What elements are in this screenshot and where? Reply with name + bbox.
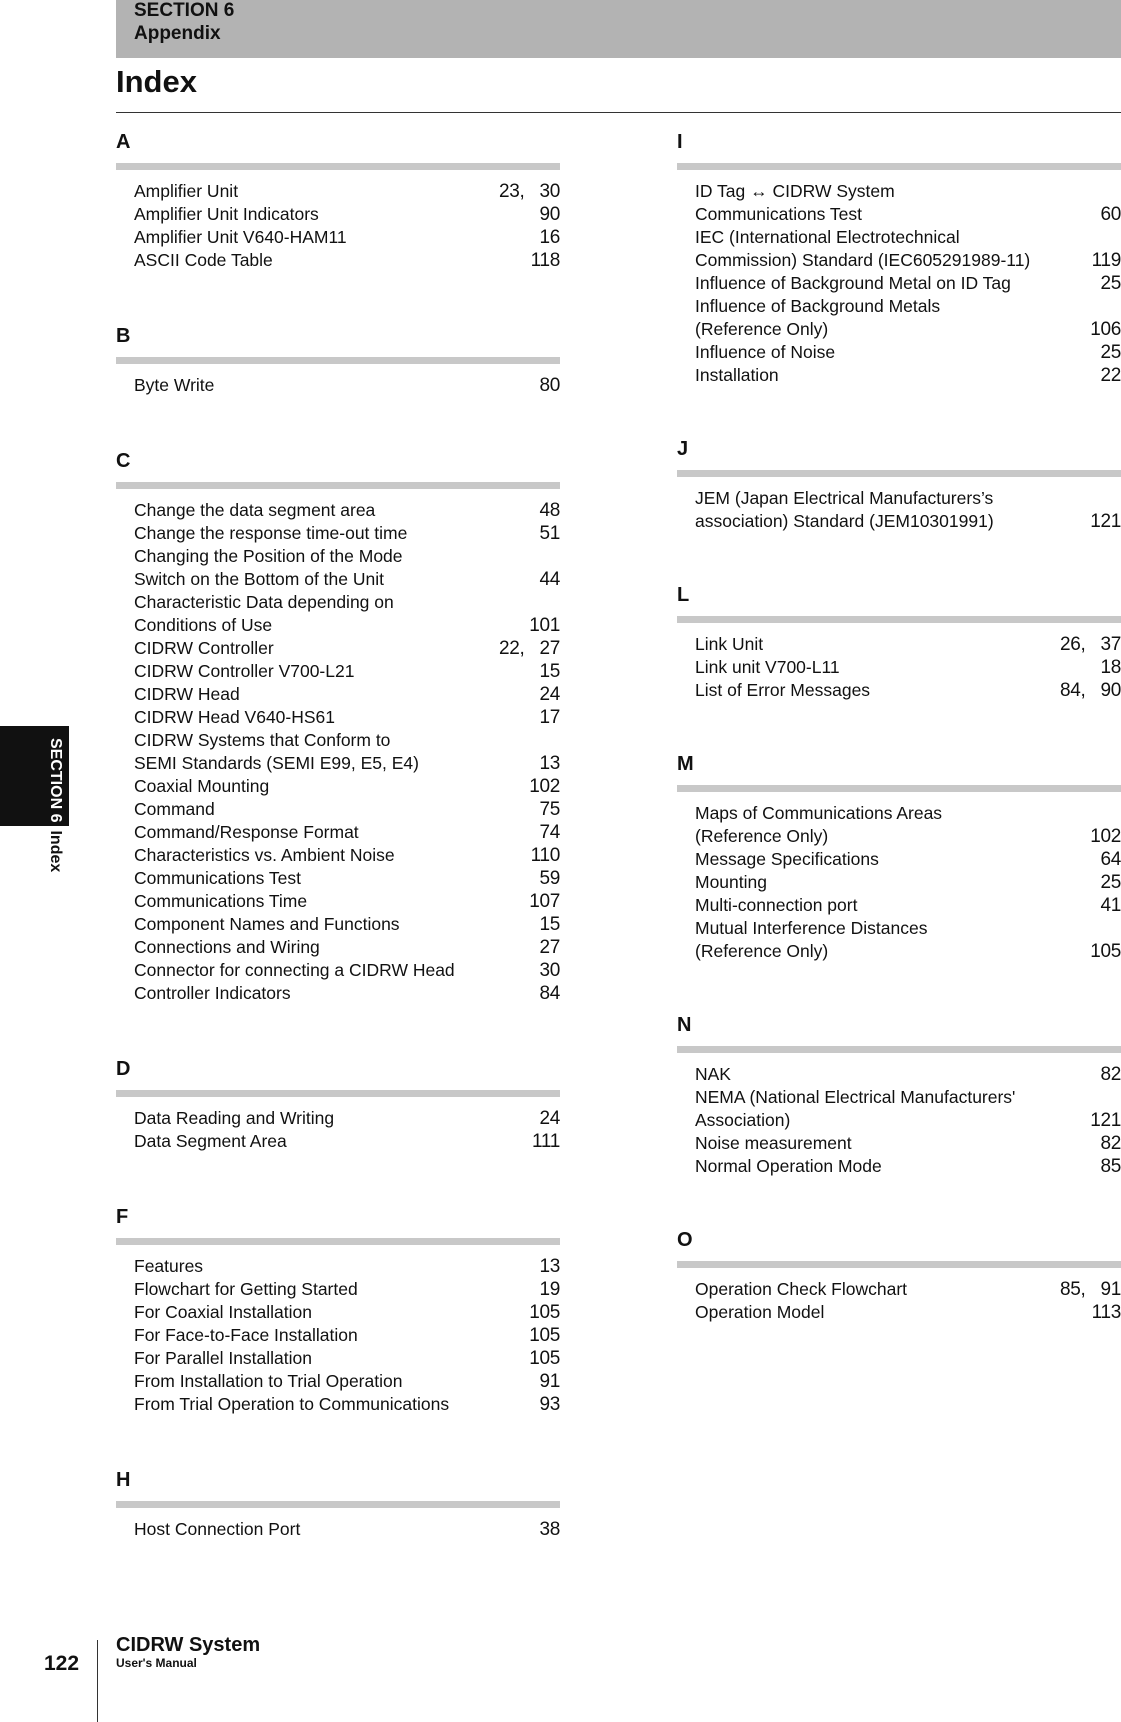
entry-page-number: 84, 90 — [1060, 680, 1121, 701]
entry-page-number: 13 — [539, 1256, 560, 1277]
entry-page-number: 16 — [539, 227, 560, 248]
entry-page-number: 105 — [529, 1325, 560, 1346]
entry-text: association) Standard (JEM10301991) — [695, 511, 994, 531]
index-entry — [116, 545, 560, 568]
entry-text: Change the data segment area — [134, 500, 376, 520]
entry-page-number: 59 — [539, 868, 560, 889]
section-header-bar — [116, 0, 1121, 58]
entry-text: Link Unit — [695, 634, 764, 654]
title-divider — [116, 112, 1121, 113]
index-entry — [116, 249, 560, 272]
index-section-a — [116, 128, 560, 272]
index-entry — [677, 940, 1121, 963]
entry-text: Communications Test — [695, 204, 862, 224]
entry-text: SEMI Standards (SEMI E99, E5, E4) — [134, 753, 419, 773]
index-entry — [116, 982, 560, 1005]
entry-text: Communications Test — [134, 868, 301, 888]
entry-page-number: 22 — [1100, 365, 1121, 386]
index-entry — [677, 679, 1121, 702]
section-letter: F — [116, 1206, 129, 1228]
page-title: Index — [116, 64, 197, 99]
section-divider — [677, 1261, 1121, 1268]
index-entry — [116, 637, 560, 660]
index-entry — [116, 1347, 560, 1370]
entry-page-number: 110 — [530, 845, 560, 866]
entry-page-number: 64 — [1100, 849, 1121, 870]
entry-page-number: 113 — [1091, 1302, 1121, 1323]
section-letter: J — [677, 438, 689, 460]
section-divider — [116, 1090, 560, 1097]
index-entry — [677, 1109, 1121, 1132]
index-section-b — [116, 322, 560, 397]
index-entry — [677, 1301, 1121, 1324]
index-entry — [116, 1518, 560, 1541]
entry-page-number: 93 — [539, 1394, 560, 1415]
entry-text: (Reference Only) — [695, 826, 829, 846]
entry-text: Byte Write — [134, 375, 215, 395]
side-tab-label — [45, 738, 65, 872]
index-entry — [116, 374, 560, 397]
section-letter: H — [116, 1469, 131, 1491]
entry-page-number: 121 — [1090, 1110, 1121, 1131]
entry-text: ASCII Code Table — [134, 250, 273, 270]
entry-text: Coaxial Mounting — [134, 776, 270, 796]
index-entry — [116, 1370, 560, 1393]
index-entry — [116, 1301, 560, 1324]
entry-text: Link unit V700-L11 — [695, 657, 840, 677]
index-section-c — [116, 447, 560, 1005]
entry-page-number: 18 — [1100, 657, 1121, 678]
section-letter: I — [677, 131, 683, 153]
entry-page-number: 107 — [529, 891, 560, 912]
entry-page-number: 119 — [1091, 250, 1121, 271]
entry-text: Conditions of Use — [134, 615, 273, 635]
entry-page-number: 102 — [1090, 826, 1121, 847]
index-entry — [677, 1278, 1121, 1301]
entry-text: Mutual Interference Distances — [695, 918, 928, 938]
index-entry — [116, 226, 560, 249]
index-entry — [116, 614, 560, 637]
entry-page-number: 74 — [539, 822, 560, 843]
entry-page-number: 24 — [539, 684, 560, 705]
entry-text: From Trial Operation to Communications — [134, 1394, 450, 1414]
index-entry — [677, 802, 1121, 825]
entry-text: Mounting — [695, 872, 767, 892]
section-letter: L — [677, 584, 690, 606]
index-entry — [116, 844, 560, 867]
entry-page-number: 90 — [539, 204, 560, 225]
entry-text: Influence of Background Metals — [695, 296, 941, 316]
index-entry — [677, 226, 1121, 249]
entry-page-number: 48 — [539, 500, 560, 521]
index-section-n — [677, 1011, 1121, 1178]
side-tab-section: SECTION 6 — [47, 738, 64, 823]
section-number: SECTION 6 — [134, 0, 235, 21]
index-entry — [677, 1132, 1121, 1155]
index-entry — [677, 848, 1121, 871]
entry-page-number: 17 — [539, 707, 560, 728]
entry-text: Features — [134, 1256, 204, 1276]
index-section-i — [677, 128, 1121, 387]
entry-text: CIDRW Controller V700-L21 — [134, 661, 355, 681]
entry-page-number: 80 — [539, 375, 560, 396]
entry-text: (Reference Only) — [695, 319, 829, 339]
entry-page-number: 25 — [1100, 342, 1121, 363]
entry-page-number: 102 — [529, 776, 560, 797]
entry-text: Operation Model — [695, 1302, 825, 1322]
index-entry — [116, 203, 560, 226]
entry-text: Multi-connection port — [695, 895, 858, 915]
entry-page-number: 105 — [1090, 941, 1121, 962]
entry-text: Switch on the Bottom of the Unit — [134, 569, 384, 589]
section-letter: D — [116, 1058, 131, 1080]
index-entry — [116, 568, 560, 591]
index-entry — [116, 798, 560, 821]
section-divider — [116, 163, 560, 170]
index-entry — [116, 959, 560, 982]
section-divider — [116, 357, 560, 364]
entry-page-number: 22, 27 — [499, 638, 560, 659]
entry-text: Data Segment Area — [134, 1131, 287, 1151]
index-entry — [116, 752, 560, 775]
index-section-f — [116, 1203, 560, 1416]
index-entry — [116, 683, 560, 706]
index-entry — [116, 1130, 560, 1153]
index-entry — [677, 510, 1121, 533]
index-entry — [677, 318, 1121, 341]
entry-text: Influence of Noise — [695, 342, 836, 362]
index-entry — [677, 341, 1121, 364]
index-entry — [677, 633, 1121, 656]
entry-page-number: 41 — [1100, 895, 1121, 916]
entry-page-number: 26, 37 — [1060, 634, 1121, 655]
index-entry — [116, 1278, 560, 1301]
entry-text: (Reference Only) — [695, 941, 829, 961]
entry-text: Host Connection Port — [134, 1519, 301, 1539]
index-entry — [677, 1063, 1121, 1086]
index-entry — [677, 917, 1121, 940]
entry-text: From Installation to Trial Operation — [134, 1371, 403, 1391]
section-letter: A — [116, 131, 131, 153]
entry-page-number: 111 — [532, 1131, 560, 1152]
entry-page-number: 19 — [539, 1279, 560, 1300]
entry-text: CIDRW Controller — [134, 638, 274, 658]
footer-manual: User's Manual — [116, 1656, 197, 1670]
index-entry — [116, 913, 560, 936]
index-entry — [677, 1086, 1121, 1109]
entry-page-number: 75 — [539, 799, 560, 820]
index-entry — [116, 591, 560, 614]
index-entry — [116, 821, 560, 844]
entry-page-number: 82 — [1100, 1064, 1121, 1085]
index-section-m — [677, 750, 1121, 963]
index-section-d — [116, 1055, 560, 1153]
index-entry — [116, 1324, 560, 1347]
section-divider — [677, 470, 1121, 477]
entry-page-number: 121 — [1090, 511, 1121, 532]
entry-page-number: 38 — [539, 1519, 560, 1540]
entry-page-number: 82 — [1100, 1133, 1121, 1154]
entry-text: NEMA (National Electrical Manufacturers' — [695, 1087, 1016, 1107]
entry-page-number: 51 — [539, 523, 560, 544]
entry-text: Component Names and Functions — [134, 914, 400, 934]
index-entry — [116, 729, 560, 752]
entry-text: JEM (Japan Electrical Manufacturers’s — [695, 488, 994, 508]
index-entry — [677, 249, 1121, 272]
index-entry — [677, 825, 1121, 848]
index-entry — [677, 203, 1121, 226]
index-entry — [116, 867, 560, 890]
entry-page-number: 106 — [1090, 319, 1121, 340]
entry-text: For Parallel Installation — [134, 1348, 312, 1368]
index-entry — [116, 936, 560, 959]
section-letter: C — [116, 450, 131, 472]
index-section-j — [677, 435, 1121, 533]
section-divider — [677, 616, 1121, 623]
index-entry — [677, 871, 1121, 894]
entry-text: For Face-to-Face Installation — [134, 1325, 358, 1345]
index-entry — [677, 894, 1121, 917]
index-column-right — [677, 128, 1121, 1324]
entry-page-number: 101 — [529, 615, 560, 636]
entry-page-number: 44 — [539, 569, 560, 590]
entry-text: Operation Check Flowchart — [695, 1279, 908, 1299]
entry-page-number: 105 — [529, 1302, 560, 1323]
entry-text: Flowchart for Getting Started — [134, 1279, 358, 1299]
entry-text: Installation — [695, 365, 779, 385]
index-entry — [677, 656, 1121, 679]
section-divider — [677, 785, 1121, 792]
entry-text: Commission) Standard (IEC605291989-11) — [695, 250, 1031, 270]
entry-text: Message Specifications — [695, 849, 879, 869]
entry-text: Change the response time-out time — [134, 523, 408, 543]
entry-text: Characteristics vs. Ambient Noise — [134, 845, 395, 865]
entry-text: CIDRW Systems that Conform to — [134, 730, 391, 750]
entry-page-number: 25 — [1100, 273, 1121, 294]
entry-text: Noise measurement — [695, 1133, 852, 1153]
entry-text: NAK — [695, 1064, 731, 1084]
entry-page-number: 15 — [539, 661, 560, 682]
entry-page-number: 105 — [529, 1348, 560, 1369]
entry-page-number: 84 — [539, 983, 560, 1004]
index-entry — [677, 295, 1121, 318]
entry-text: ID Tag ↔ CIDRW System — [695, 181, 895, 201]
entry-page-number: 23, 30 — [499, 181, 560, 202]
entry-page-number: 15 — [539, 914, 560, 935]
section-letter: N — [677, 1014, 692, 1036]
index-column-left — [116, 128, 560, 1541]
index-entry — [116, 775, 560, 798]
entry-text: Command — [134, 799, 215, 819]
entry-text: Connector for connecting a CIDRW Head — [134, 960, 455, 980]
index-entry — [116, 1255, 560, 1278]
section-divider — [116, 1501, 560, 1508]
footer-divider — [97, 1640, 98, 1722]
index-entry — [677, 180, 1121, 203]
entry-page-number: 13 — [539, 753, 560, 774]
side-tab-index: Index — [47, 830, 64, 873]
entry-page-number: 30 — [539, 960, 560, 981]
entry-text: For Coaxial Installation — [134, 1302, 312, 1322]
index-entry — [677, 272, 1121, 295]
footer-product: CIDRW System — [116, 1634, 261, 1656]
entry-text: IEC (International Electrotechnical — [695, 227, 960, 247]
index-entry — [116, 1393, 560, 1416]
entry-text: List of Error Messages — [695, 680, 871, 700]
entry-page-number: 91 — [539, 1371, 560, 1392]
index-entry — [116, 890, 560, 913]
entry-page-number: 118 — [530, 250, 560, 271]
entry-text: Amplifier Unit Indicators — [134, 204, 319, 224]
index-entry — [677, 487, 1121, 510]
entry-text: Communications Time — [134, 891, 308, 911]
entry-text: Association) — [695, 1110, 791, 1130]
section-letter: M — [677, 753, 694, 775]
index-section-l — [677, 581, 1121, 702]
entry-page-number: 25 — [1100, 872, 1121, 893]
entry-text: Changing the Position of the Mode — [134, 546, 403, 566]
entry-text: Connections and Wiring — [134, 937, 320, 957]
entry-page-number: 85 — [1100, 1156, 1121, 1177]
index-entry — [116, 499, 560, 522]
section-divider — [116, 482, 560, 489]
section-divider — [116, 1238, 560, 1245]
entry-page-number: 85, 91 — [1060, 1279, 1121, 1300]
section-letter: O — [677, 1229, 693, 1251]
entry-text: Data Reading and Writing — [134, 1108, 335, 1128]
entry-text: Amplifier Unit — [134, 181, 239, 201]
index-entry — [677, 1155, 1121, 1178]
index-entry — [116, 522, 560, 545]
entry-text: Command/Response Format — [134, 822, 359, 842]
page-number: 122 — [44, 1652, 80, 1675]
entry-page-number: 24 — [539, 1108, 560, 1129]
index-entry — [116, 180, 560, 203]
entry-text: Maps of Communications Areas — [695, 803, 943, 823]
section-divider — [677, 163, 1121, 170]
entry-text: Amplifier Unit V640-HAM11 — [134, 227, 347, 247]
section-subtitle: Appendix — [134, 23, 221, 44]
entry-text: Controller Indicators — [134, 983, 291, 1003]
entry-text: Normal Operation Mode — [695, 1156, 882, 1176]
section-letter: B — [116, 325, 131, 347]
section-divider — [677, 1046, 1121, 1053]
index-section-h — [116, 1466, 560, 1541]
index-entry — [677, 364, 1121, 387]
index-entry — [116, 660, 560, 683]
index-entry — [116, 706, 560, 729]
index-entry — [116, 1107, 560, 1130]
entry-text: CIDRW Head V640-HS61 — [134, 707, 336, 727]
entry-page-number: 27 — [539, 937, 560, 958]
entry-page-number: 60 — [1100, 204, 1121, 225]
entry-text: Characteristic Data depending on — [134, 592, 394, 612]
index-section-o — [677, 1226, 1121, 1324]
entry-text: CIDRW Head — [134, 684, 240, 704]
entry-text: Influence of Background Metal on ID Tag — [695, 273, 1011, 293]
